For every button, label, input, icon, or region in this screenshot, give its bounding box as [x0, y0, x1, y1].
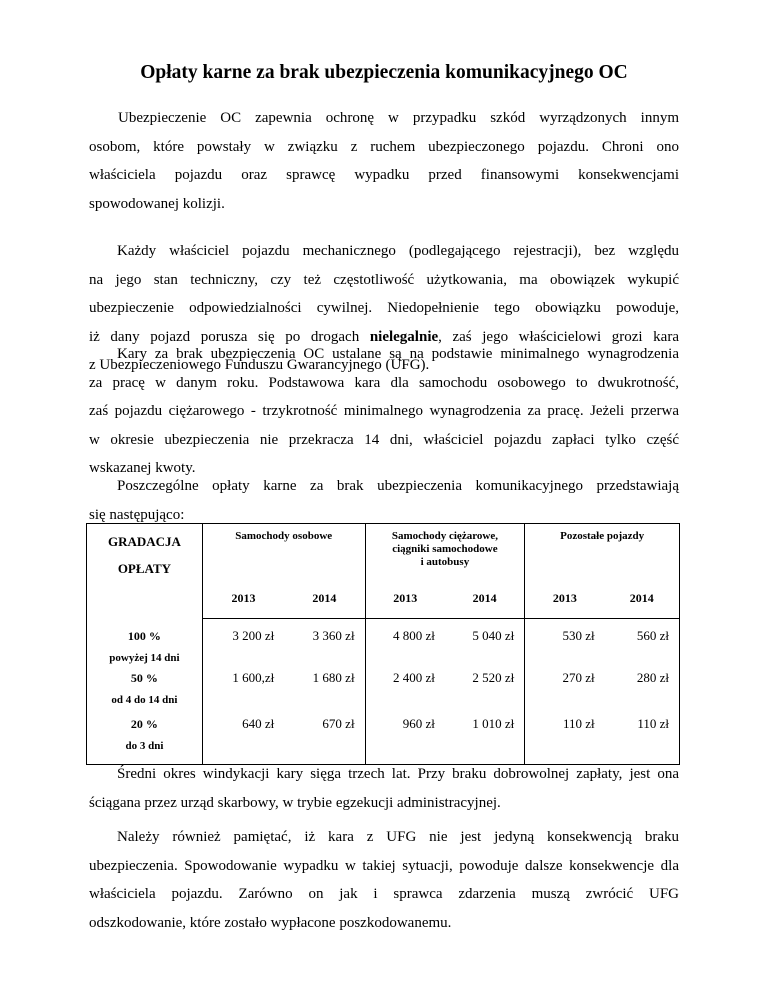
- fee-value: 2 400 zł: [393, 669, 435, 685]
- fee-value: 1 680 zł: [284, 665, 365, 711]
- gradation-cell: [87, 711, 203, 765]
- text-line: odszkodowanie, które zostało wypłacone poszkodowanemu.: [89, 914, 452, 931]
- fee-value: 110 zł: [605, 711, 680, 765]
- group-header-cell: [365, 524, 525, 579]
- text-line: zaś pojazdu ciężarowego - trzykrotność minimalnego wynagrodzenia za pracę. Jeżeli przerwa: [89, 403, 679, 420]
- text-segment: , zaś jego właścicielowi grozi kara: [438, 328, 679, 345]
- paragraph-consequences: [89, 823, 679, 937]
- range-label: powyżej 14 dni: [109, 651, 180, 664]
- text-line: się następująco:: [89, 506, 185, 523]
- group-header-label: Pozostałe pojazdy: [560, 530, 645, 542]
- text-line: za pracę w danym roku. Podstawowa kara dla samochodu osobowego to dwukrotność,: [89, 374, 679, 391]
- fee-value: 3 360 zł: [284, 619, 365, 665]
- percent-label: 50 %: [130, 670, 158, 685]
- group-header-label: i autobusy: [420, 556, 470, 568]
- range-label: do 3 dni: [125, 739, 164, 752]
- percent-label: 20 %: [130, 716, 158, 731]
- year-cell: 2013: [365, 579, 445, 619]
- fee-value: 110 zł: [525, 711, 605, 765]
- table-header-row: [87, 524, 680, 579]
- table-row: [87, 665, 680, 711]
- paragraph-penalties: [89, 340, 679, 483]
- text-segment: iż dany pojazd porusza się po drogach: [89, 328, 370, 345]
- text-line: Średni okres windykacji kary sięga trzech lat. Przy braku dobrowolnej zapłaty, jest ona: [117, 766, 679, 782]
- text-line: na jego stan techniczny, czy też częstotliwość użytkowania, ma obowiązek wykupić: [89, 271, 679, 288]
- fee-value: 960 zł: [365, 711, 445, 765]
- fee-value: 530 zł: [562, 628, 595, 643]
- group-header-cell: [202, 524, 365, 579]
- gradation-cell: [87, 665, 203, 711]
- gradation-label: OPŁATY: [117, 561, 172, 576]
- table-row: [87, 619, 680, 665]
- text-line: właściciela pojazdu. Zarówno on jak i sprawca zdarzenia muszą zwrócić UFG: [89, 886, 679, 903]
- fee-value: 1 010 zł: [445, 711, 525, 765]
- text-line: Należy również pamiętać, iż kara z UFG nie jest jedyną konsekwencją braku: [117, 829, 679, 845]
- year-cell: 2014: [605, 579, 680, 619]
- fee-value: 4 800 zł: [393, 628, 435, 643]
- text-line: w okresie ubezpieczenia nie przekracza 14 dni, właściciel pojazdu zapłaci tylko część: [89, 431, 679, 448]
- bold-term: nielegalnie: [369, 328, 439, 345]
- fee-value: 1 600,zł: [232, 669, 275, 685]
- text-line: ubezpieczenia. Spowodowanie wypadku w takiej sytuacji, powoduje dalsze konsekwencje dla: [89, 857, 679, 874]
- gradation-header-cell: [87, 524, 203, 619]
- year-cell: 2014: [284, 579, 365, 619]
- year-cell: 2013: [202, 579, 284, 619]
- text-line: Kary za brak ubezpieczenia OC ustalane są na podstawie minimalnego wynagrodzenia: [117, 346, 679, 362]
- fee-value: 5 040 zł: [445, 619, 525, 665]
- fee-value: 2 520 zł: [445, 665, 525, 711]
- text-line: Poszczególne opłaty karne za brak ubezpieczenia komunikacyjnego przedstawiają: [117, 478, 679, 494]
- text-line: Ubezpieczenie OC zapewnia ochronę w przypadku szkód wyrządzonych innym: [118, 110, 679, 126]
- group-header-label: Samochody ciężarowe,: [391, 530, 498, 542]
- percent-label: 100 %: [127, 628, 161, 643]
- fee-value: 560 zł: [605, 619, 680, 665]
- year-cell: 2014: [445, 579, 525, 619]
- paragraph-enforcement: [89, 760, 679, 817]
- text-line: wskazanej kwoty.: [89, 460, 196, 477]
- group-header-label: ciągniki samochodowe: [392, 543, 498, 555]
- fee-value: 640 zł: [202, 711, 284, 765]
- table-row: [87, 711, 680, 765]
- fees-table: [86, 523, 680, 765]
- fee-value: 270 zł: [562, 669, 595, 685]
- text-line: ubezpieczenie odpowiedzialności cywilnej. Niedopełnienie tego obowiązku powoduje,: [89, 300, 679, 317]
- text-line: z Ubezpieczeniowego Funduszu Gwarancyjnego (UFG).: [89, 357, 430, 374]
- fee-value: 3 200 zł: [232, 628, 275, 643]
- text-line: Każdy właściciel pojazdu mechanicznego (podlegającego rejestracji), bez względu: [117, 243, 679, 259]
- range-label: od 4 do 14 dni: [111, 693, 178, 706]
- text-line: osobom, które powstały w związku z ruchem ubezpieczonego pojazdu. Chroni ono: [89, 138, 679, 155]
- paragraph-intro: [89, 104, 679, 218]
- paragraph-table-intro: [89, 472, 679, 529]
- year-cell: 2013: [525, 579, 605, 619]
- text-line: właściciela pojazdu oraz sprawcę wypadku przed finansowymi konsekwencjami: [89, 167, 679, 184]
- group-header-label: Samochody osobowe: [235, 530, 333, 542]
- fee-value: 280 zł: [605, 665, 680, 711]
- text-line: ściągana przez urząd skarbowy, w trybie egzekucji administracyjnej.: [89, 794, 501, 811]
- gradation-label: GRADACJA: [107, 534, 181, 549]
- page-title: Opłaty karne za brak ubezpieczenia komunikacyjnego OC: [140, 62, 628, 83]
- group-header-cell: [525, 524, 680, 579]
- gradation-cell: [87, 619, 203, 665]
- text-line: spowodowanej kolizji.: [89, 195, 225, 212]
- fee-value: 670 zł: [284, 711, 365, 765]
